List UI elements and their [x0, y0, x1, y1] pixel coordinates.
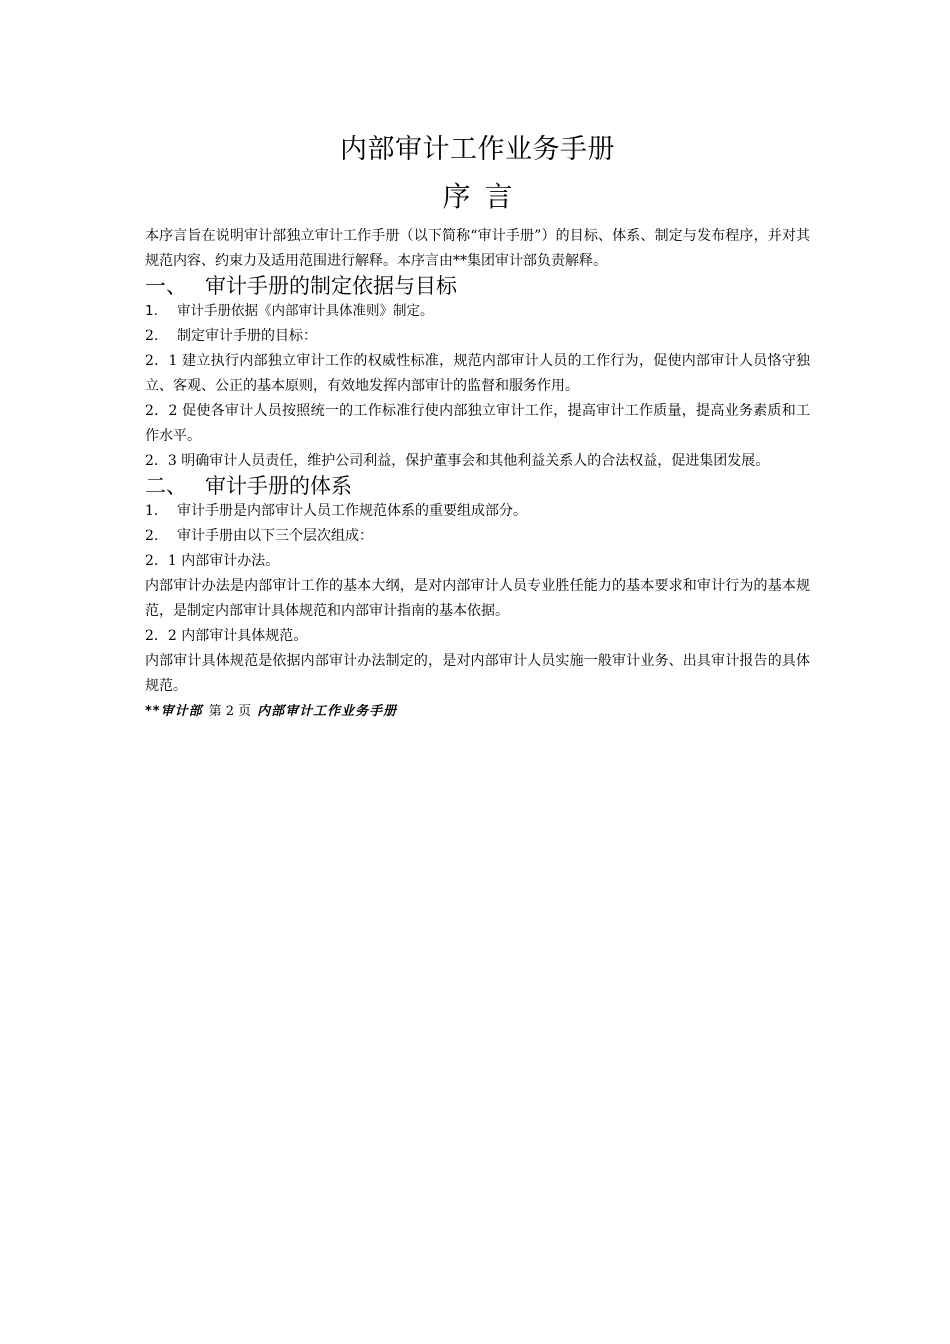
footer-doc-title: 内部审计工作业务手册 — [257, 704, 398, 719]
preface-title: 序言 — [442, 180, 527, 213]
subsection-title: 2．1 内部审计办法。 — [145, 553, 280, 569]
subsection-body: 内部审计具体规范是依据内部审计办法制定的，是对内部审计人员实施一般审计业务、出具审计报告的具体规范。 — [145, 653, 810, 694]
list-item-text: 审计手册由以下三个层次组成： — [177, 528, 373, 544]
subsection-title: 2．2 内部审计具体规范。 — [145, 628, 308, 644]
list-item-number: 1. — [145, 503, 159, 519]
list-item — [145, 499, 810, 524]
list-item-number: 2. — [145, 528, 159, 544]
section1-paragraph: 2．2 促使各审计人员按照统一的工作标准行使内部独立审计工作，提高审计工作质量，提高业务素质和工作水平。 — [145, 403, 810, 444]
subsection-body: 内部审计办法是内部审计工作的基本大纲，是对内部审计人员专业胜任能力的基本要求和审计行为的基本规范，是制定内部审计具体规范和内部审计指南的基本依据。 — [145, 578, 810, 619]
list-item-text: 制定审计手册的目标： — [177, 328, 317, 344]
list-item-number: 1. — [145, 303, 158, 319]
preface-intro: 本序言旨在说明审计部独立审计工作手册（以下简称“审计手册”）的目标、体系、制定与发布程序，并对其规范内容、约束力及适用范围进行解释。本序言由**集团审计部负责解释。 — [145, 228, 810, 269]
section1-paragraph: 2．1 建立执行内部独立审计工作的权威性标准，规范内部审计人员的工作行为，促使内部审计人员恪守独立、客观、公正的基本原则，有效地发挥内部审计的监督和服务作用。 — [145, 353, 810, 394]
document-content — [145, 130, 810, 724]
list-item-text: 审计手册是内部审计人员工作规范体系的重要组成部分。 — [177, 503, 527, 519]
section-heading-2 — [145, 474, 810, 499]
footer-page-number: 第 2 页 — [208, 704, 252, 719]
page-footer — [145, 699, 810, 724]
document-title: 内部审计工作业务手册 — [340, 134, 615, 165]
list-item — [145, 524, 810, 549]
list-item — [145, 299, 810, 324]
section-number-2: 二、 — [145, 474, 187, 498]
section-heading-1 — [145, 274, 810, 299]
footer-org: **审计部 — [145, 704, 203, 719]
list-item — [145, 324, 810, 349]
section-title-2: 审计手册的体系 — [205, 474, 352, 498]
list-item-number: 2. — [145, 328, 159, 344]
list-item-text: 审计手册依据《内部审计具体准则》制定。 — [177, 303, 434, 319]
section1-paragraph: 2．3 明确审计人员责任，维护公司利益，保护董事会和其他利益关系人的合法权益，促进集团发展。 — [145, 453, 770, 469]
section-number-1: 一、 — [145, 274, 187, 298]
section-title-1: 审计手册的制定依据与目标 — [205, 274, 457, 298]
